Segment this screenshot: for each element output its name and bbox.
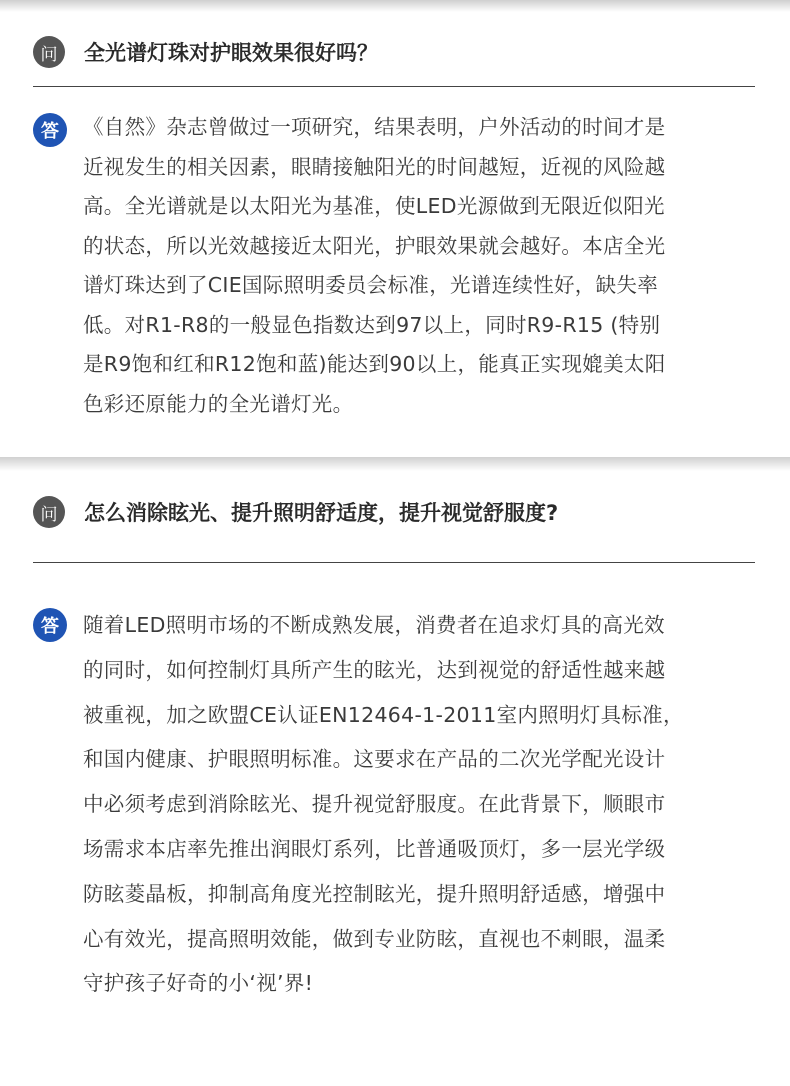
answer-line: 的状态，所以光效越接近太阳光，护眼效果就会越好。本店全光: [83, 233, 666, 258]
answer-line: 和国内健康、护眼照明标准。这要求在产品的二次光学配光设计: [83, 747, 666, 772]
answer-line: 防眩菱晶板，抑制高角度光控制眩光，提升照明舒适感，增强中: [83, 881, 666, 906]
divider: [33, 86, 755, 87]
answer-line: 被重视，加之欧盟CE认证EN12464-1-2011室内照明灯具标准，: [83, 702, 684, 727]
question-badge: 问: [33, 496, 65, 528]
answer-line: 色彩还原能力的全光谱灯光。: [83, 391, 354, 416]
answer-text: [83, 603, 763, 1006]
answer-line: 是R9饱和红和R12饱和蓝)能达到90以上，能真正实现媲美太阳: [83, 352, 666, 376]
answer-line: 《自然》杂志曾做过一项研究，结果表明，户外活动的时间才是: [83, 115, 666, 139]
section-separator: [0, 457, 790, 471]
answer-line: 高。全光谱就是以太阳光为基准，使LED光源做到无限近似阳光: [83, 194, 665, 218]
question-row: [33, 36, 378, 68]
top-shadow: [0, 0, 790, 12]
answer-line: 守护孩子好奇的小‘视’界!: [83, 971, 314, 996]
answer-line: 心有效光，提高照明效能，做到专业防眩，直视也不刺眼，温柔: [83, 926, 666, 951]
answer-line: 谱灯珠达到了CIE国际照明委员会标准，光谱连续性好，缺失率: [83, 273, 659, 297]
divider: [33, 562, 755, 563]
question-badge: 问: [33, 36, 65, 68]
answer-text: [83, 108, 763, 424]
answer-badge: 答: [33, 113, 67, 147]
answer-line: 近视发生的相关因素，眼睛接触阳光的时间越短，近视的风险越: [83, 154, 666, 179]
answer-line: 场需求本店率先推出润眼灯系列，比普通吸顶灯，多一层光学级: [83, 836, 666, 861]
answer-line: 中必须考虑到消除眩光、提升视觉舒服度。在此背景下，顺眼市: [83, 792, 666, 817]
answer-line: 的同时，如何控制灯具所产生的眩光，达到视觉的舒适性越来越: [83, 657, 666, 682]
question-text: 怎么消除眩光、提升照明舒适度，提升视觉舒服度?: [84, 501, 559, 525]
answer-badge: 答: [33, 608, 67, 642]
answer-line: 低。对R1-R8的一般显色指数达到97以上，同时R9-R15 (特别: [83, 312, 661, 337]
question-row: [33, 496, 558, 528]
answer-line: 随着LED照明市场的不断成熟发展，消费者在追求灯具的高光效: [83, 613, 665, 637]
question-text: 全光谱灯珠对护眼效果很好吗？: [84, 41, 378, 65]
